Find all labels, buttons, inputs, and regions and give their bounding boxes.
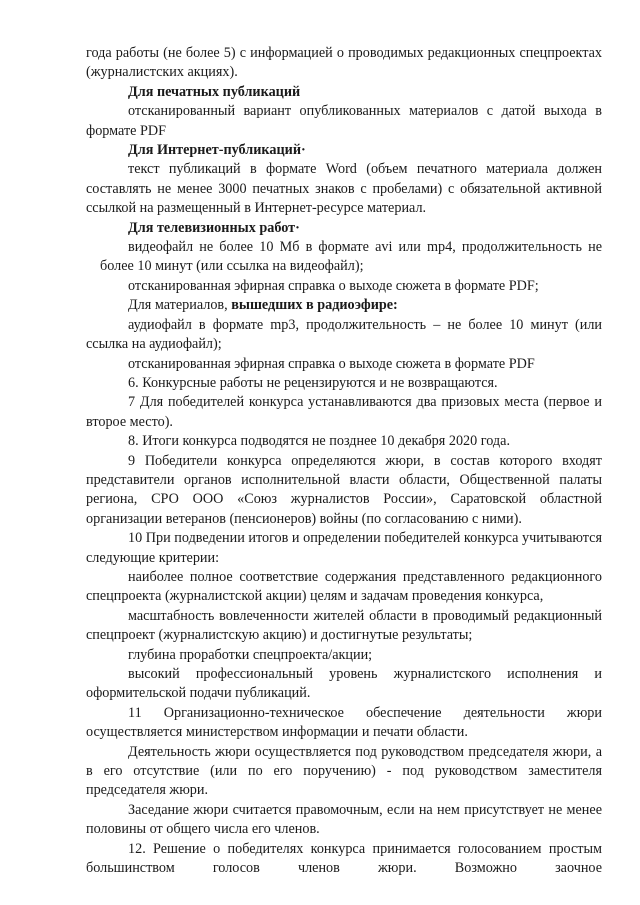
- paragraph-tv-certificate: отсканированная эфирная справка о выходе сюжета в формате PDF;: [128, 277, 539, 294]
- clause-7: 7 Для победителей конкурса устанавливаются два призовых места (первое и второе место).: [86, 394, 602, 430]
- criterion-2: масштабность вовлеченности жителей области в проводимый редакционный спецпроект (журналистскую акцию) и достигнутые результаты;: [86, 607, 602, 644]
- heading-tv: Для телевизионных работ·: [128, 219, 300, 236]
- clause-6: 6. Конкурсные работы не рецензируются и не возвращаются.: [128, 374, 498, 391]
- criterion-4: высокий профессиональный уровень журналистского исполнения и оформительской подачи публикаций.: [86, 666, 602, 702]
- heading-internet: Для Интернет-публикаций·: [128, 142, 306, 159]
- clause-9: 9 Победители конкурса определяются жюри, в состав которого входят представители органов исполнительной власти области, Общественной палаты региона, СРО ООО «Союз журналистов России», Саратовской областной организации ветеранов (пенсионеров) войны (по согласованию с ними).: [86, 452, 602, 527]
- heading-radio: [86, 296, 602, 315]
- clause-11-quorum: Заседание жюри считается правомочным, если на нем присутствует не менее половины от общего числа его членов.: [86, 801, 602, 838]
- paragraph-radio-certificate: отсканированная эфирная справка о выходе сюжета в формате PDF: [128, 355, 535, 372]
- clause-8: 8. Итоги конкурса подводятся не позднее 10 декабря 2020 года.: [128, 433, 510, 450]
- clause-10: 10 При подведении итогов и определении победителей конкурса учитываются следующие критерии:: [86, 530, 602, 566]
- paragraph-attachments: года работы (не более 5) с информацией о проводимых редакционных спецпроектах (журналистских акциях).: [86, 45, 602, 81]
- heading-radio-bold: вышедших в радиоэфире:: [231, 297, 398, 314]
- clause-12: 12. Решение о победителях конкурса принимается голосованием простым большинством голосов членов жюри. Возможно заочное: [86, 840, 602, 877]
- criterion-3: глубина проработки спецпроекта/акции;: [128, 646, 373, 663]
- clause-11-chair: Деятельность жюри осуществляется под руководством председателя жюри, а в его отсутствие (или по его поручению) - под руководством заместителя председателя жюри.: [86, 743, 602, 799]
- criterion-1: наиболее полное соответствие содержания представленного редакционного спецпроекта (журналистской акции) целям и задачам проведения конкурса,: [86, 568, 602, 605]
- clause-11: 11 Организационно-техническое обеспечение деятельности жюри осуществляется министерством информации и печати области.: [86, 704, 602, 741]
- heading-print: Для печатных публикаций: [128, 83, 301, 100]
- paragraph-print: отсканированный вариант опубликованных материалов с датой выхода в формате PDF: [86, 103, 602, 139]
- paragraph-tv-video: видеофайл не более 10 Мб в формате avi или mp4, продолжительность не более 10 минут (или ссылка на видеофайл);: [100, 239, 602, 275]
- paragraph-radio-audio: аудиофайл в формате mp3, продолжительность – не более 10 минут (или ссылка на аудиофайл);: [86, 316, 602, 353]
- paragraph-internet: текст публикаций в формате Word (объем печатного материала должен составлять не менее 3000 печатных знаков с пробелами) с обязательной активной ссылкой на размещенный в Интернет-ресурсе материал.: [86, 161, 602, 217]
- heading-radio-plain: Для материалов,: [128, 297, 232, 314]
